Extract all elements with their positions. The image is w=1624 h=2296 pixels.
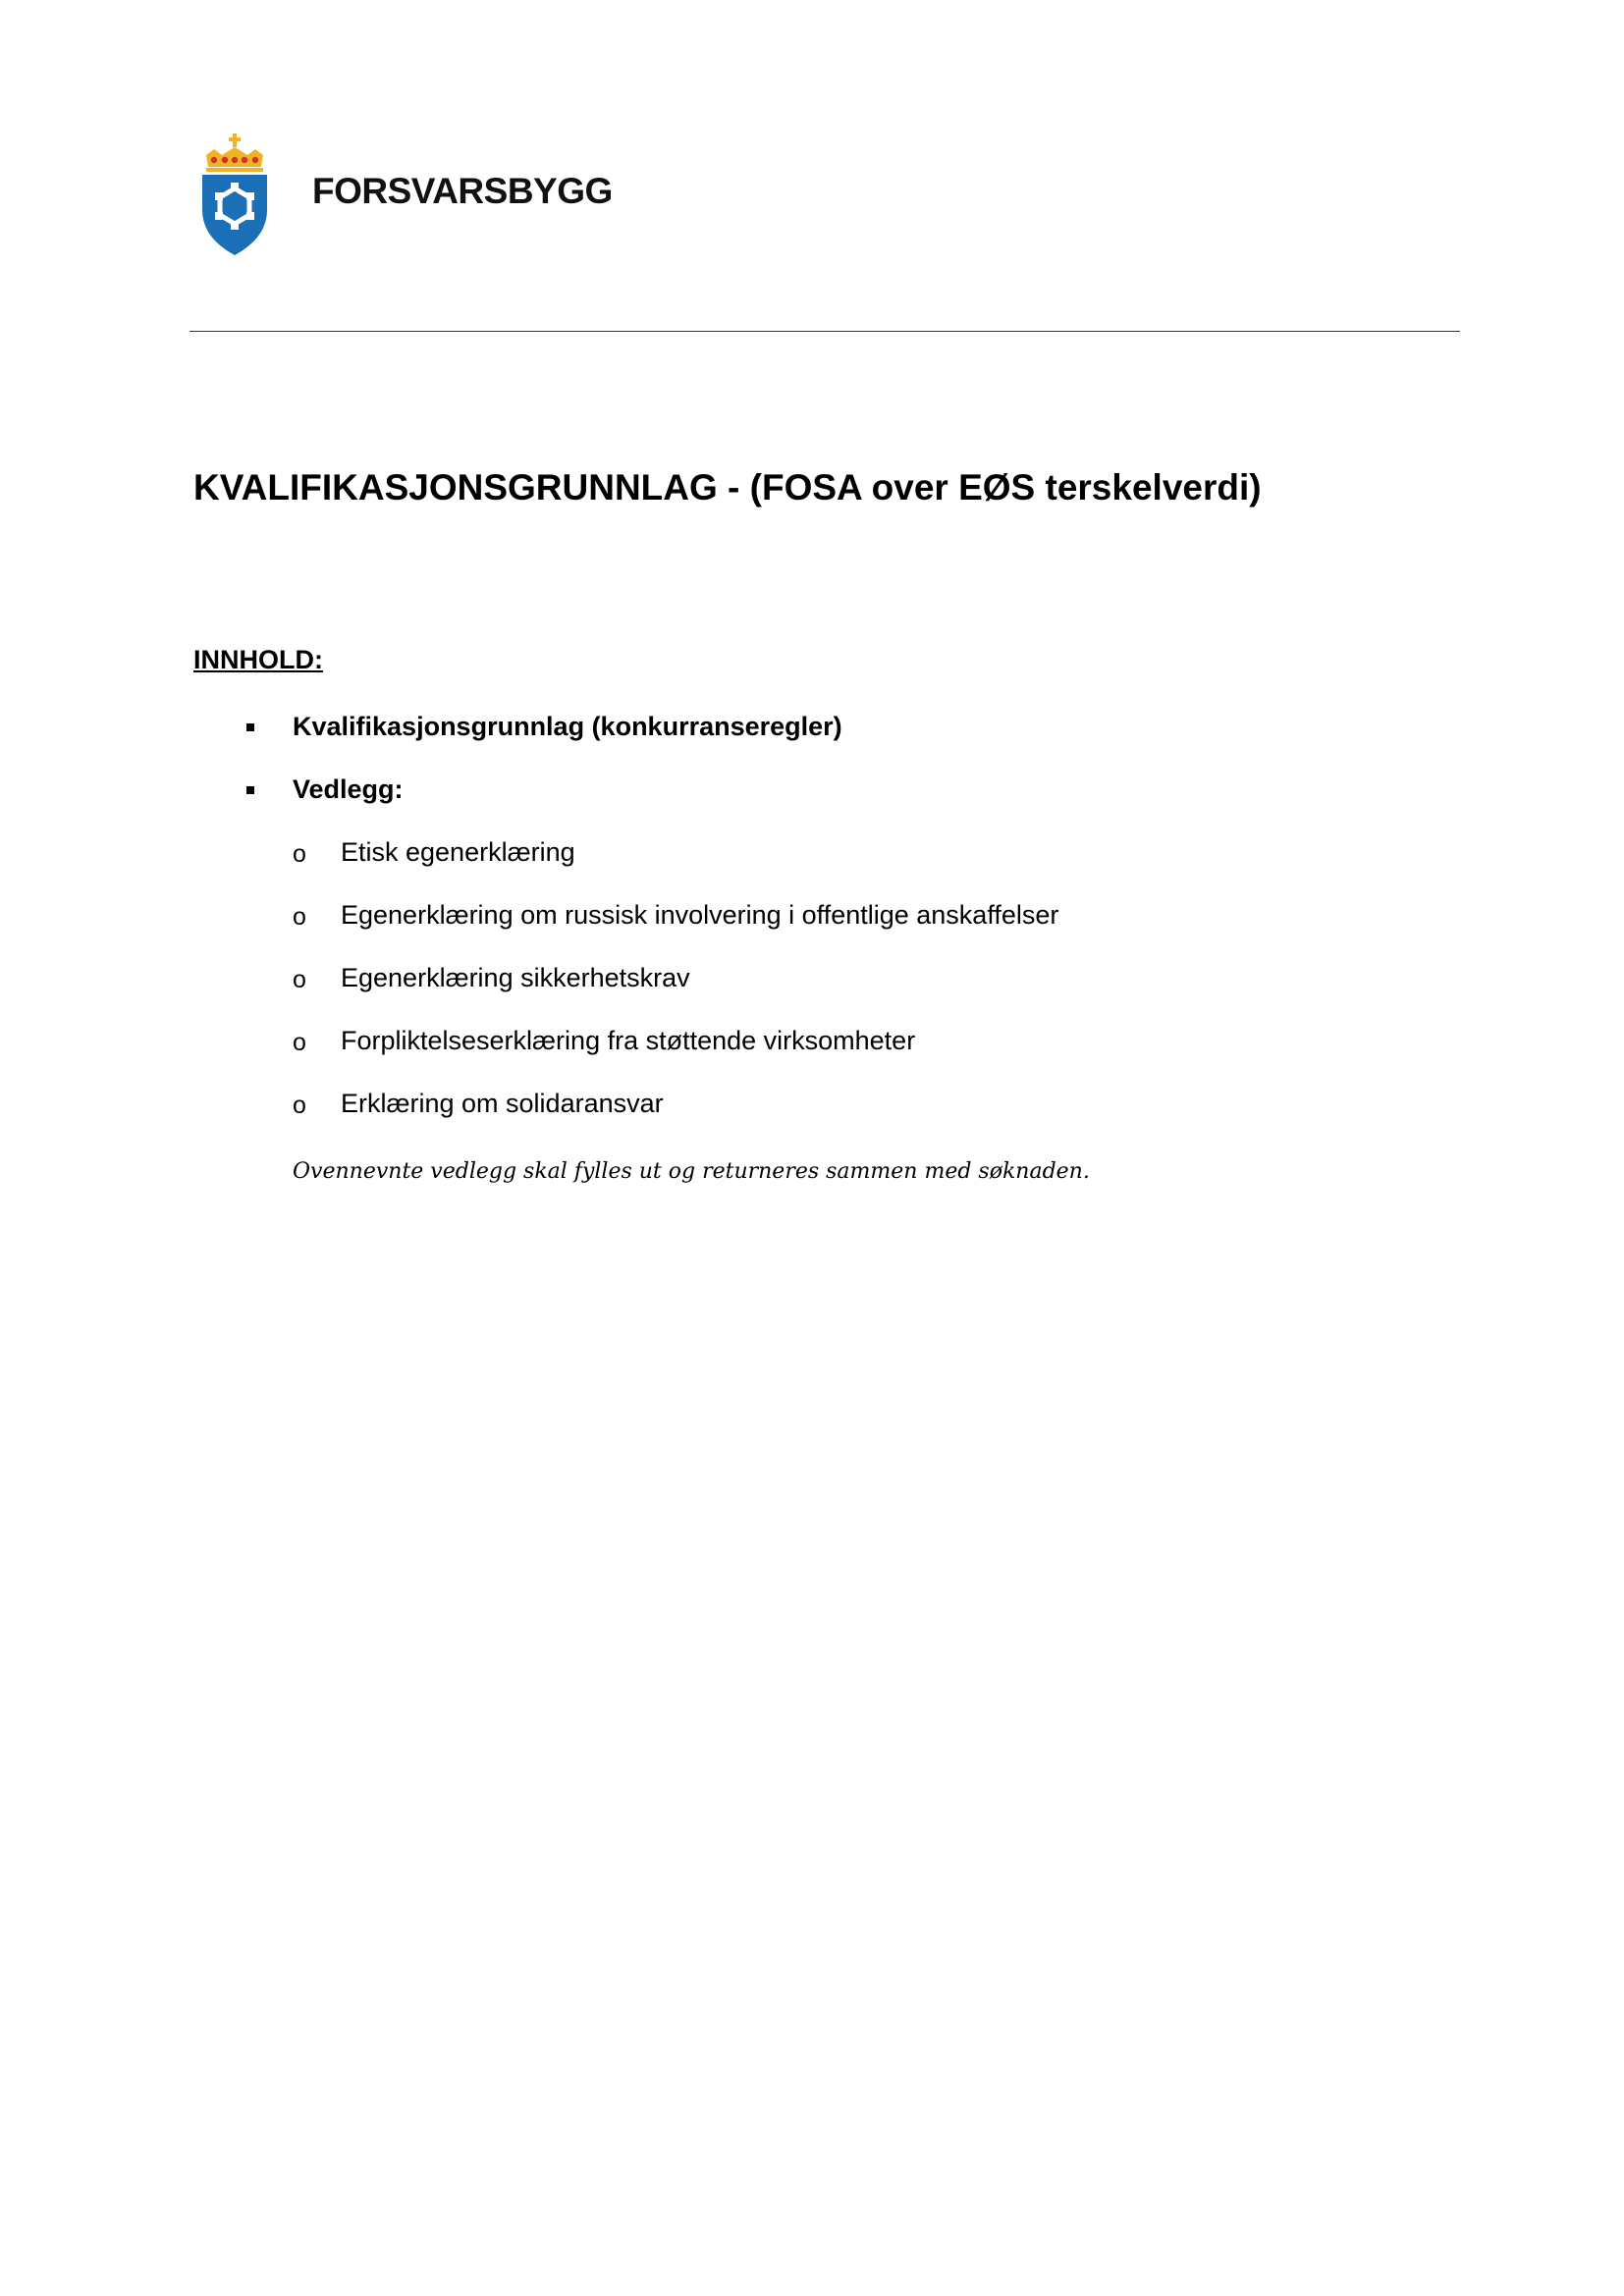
attachment-item: Etisk egenerklæring: [341, 837, 575, 867]
attachment-item: Egenerklæring om russisk involvering i offentlige anskaffelser: [341, 900, 1059, 930]
document-title: KVALIFIKASJONSGRUNNLAG - (FOSA over EØS terskelverdi): [193, 467, 1262, 507]
square-bullet-icon: [246, 786, 254, 794]
attachment-item: Erklæring om solidaransvar: [341, 1089, 664, 1118]
forsvarsbygg-logo: [200, 133, 613, 255]
header-divider: [189, 331, 1460, 332]
coat-of-arms-icon: [200, 133, 269, 255]
circle-bullet-icon: o: [293, 966, 306, 993]
attachments-note: Ovennevnte vedlegg skal fylles ut og returneres sammen med søknaden.: [293, 1159, 1090, 1184]
contents-item-attachments: Vedlegg:: [293, 774, 404, 804]
circle-bullet-icon: o: [293, 840, 306, 868]
attachment-item: Forpliktelseserklæring fra støttende virksomheter: [341, 1026, 916, 1055]
contents-heading: INNHOLD:: [193, 645, 323, 674]
circle-bullet-icon: o: [293, 1092, 306, 1119]
square-bullet-icon: [246, 723, 254, 731]
circle-bullet-icon: o: [293, 1029, 306, 1056]
circle-bullet-icon: o: [293, 903, 306, 931]
attachment-item: Egenerklæring sikkerhetskrav: [341, 963, 690, 992]
contents-item-qualification: Kvalifikasjonsgrunnlag (konkurranseregler): [293, 712, 842, 741]
logo-wordmark: FORSVARSBYGG: [312, 171, 613, 211]
